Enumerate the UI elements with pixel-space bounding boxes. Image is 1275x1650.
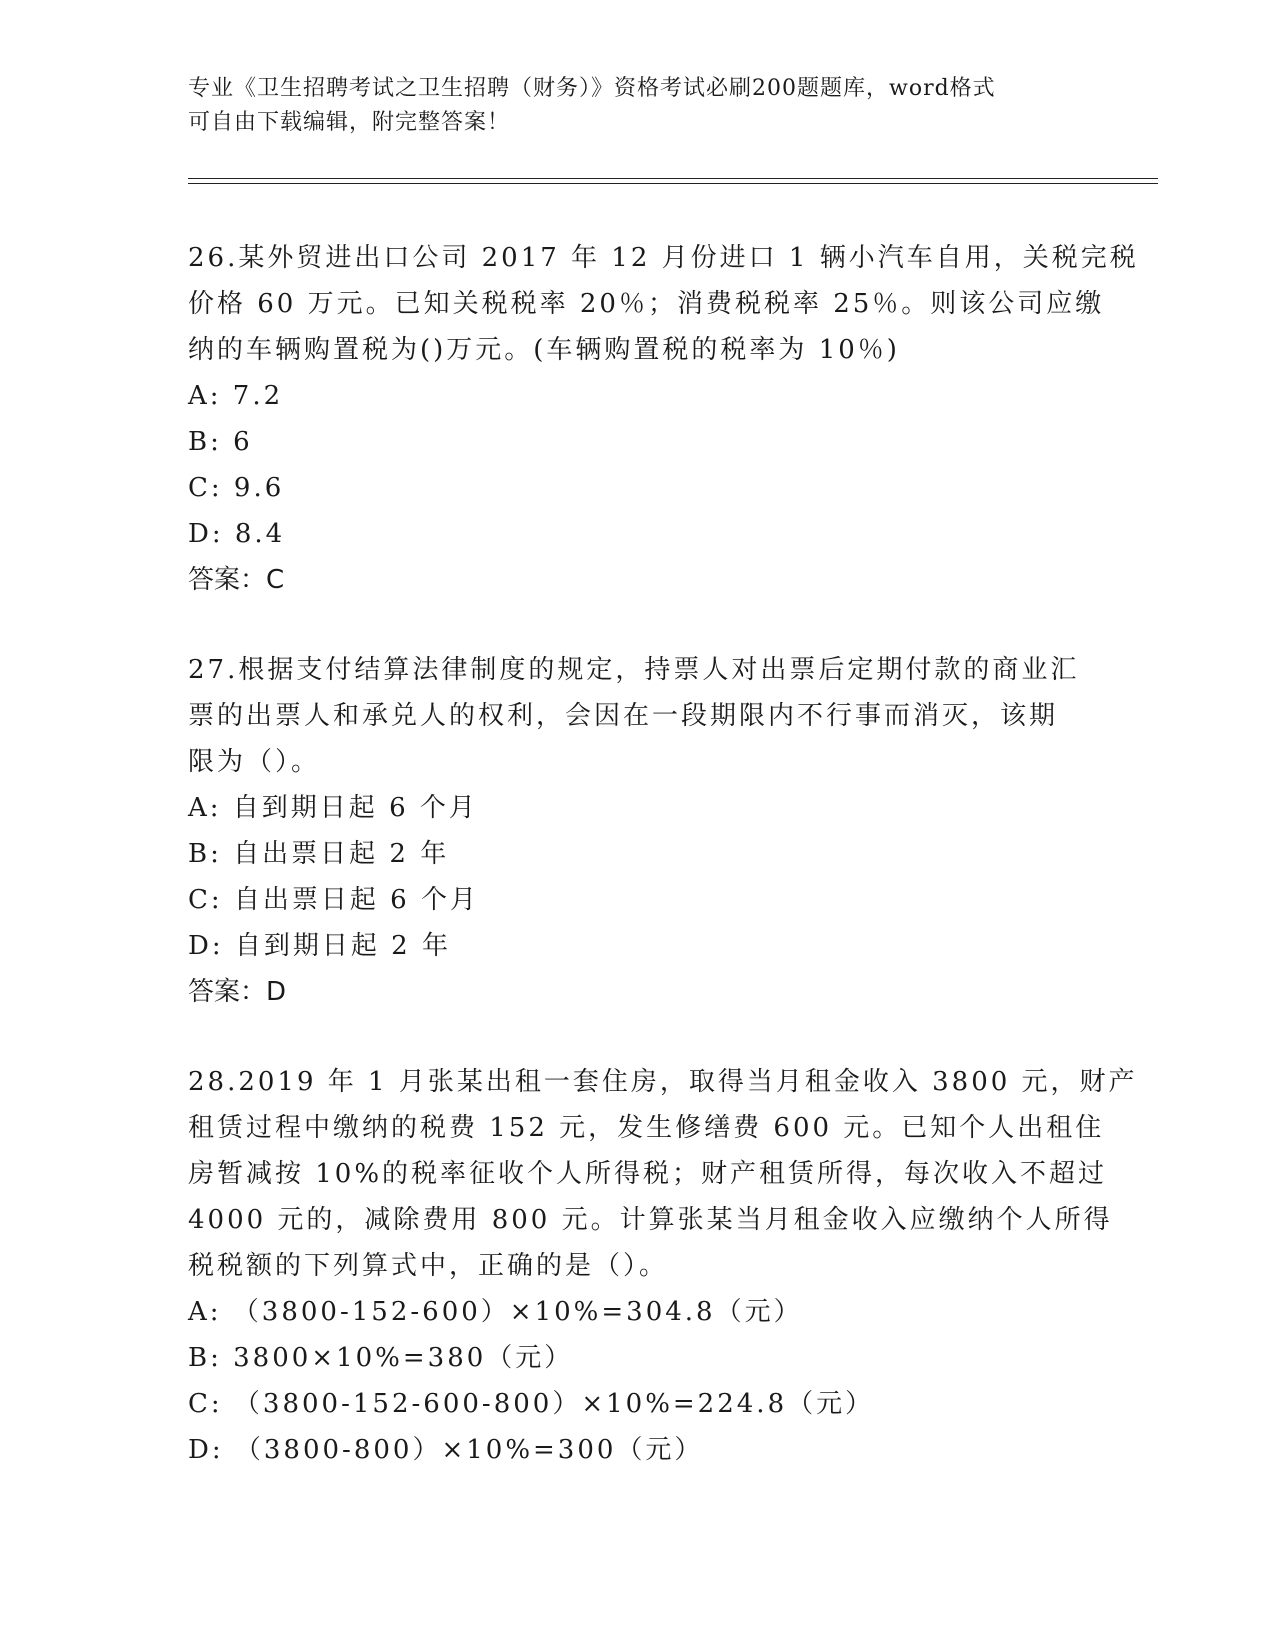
answer-label: 答案：C [188, 565, 285, 595]
answer-label: 答案：D [188, 977, 287, 1007]
question-stem-line: 纳的车辆购置税为()万元。(车辆购置税的税率为 10％) [188, 335, 900, 365]
option-c: C: （3800-152-600-800）×10%=224.8（元） [188, 1389, 875, 1419]
question-26 [188, 235, 1139, 603]
document-header [188, 72, 1068, 140]
question-stem-line: 税税额的下列算式中，正确的是（）。 [188, 1251, 669, 1281]
option-d: D: 自到期日起 2 年 [188, 931, 451, 961]
header-title-line-1: 专业《卫生招聘考试之卫生招聘（财务）》资格考试必刷200题题库，word格式 [188, 76, 996, 101]
question-27 [188, 647, 1088, 1015]
question-stem-line: 房暂减按 10%的税率征收个人所得税；财产租赁所得，每次收入不超过 [188, 1159, 1108, 1189]
question-stem-line: 租赁过程中缴纳的税费 152 元，发生修缮费 600 元。已知个人出租住 [188, 1113, 1105, 1143]
option-b: B: 自出票日起 2 年 [188, 839, 450, 869]
question-stem-line: 4000 元的，减除费用 800 元。计算张某当月租金收入应缴纳个人所得 [188, 1205, 1113, 1235]
question-stem-line: 限为（）。 [188, 747, 321, 777]
option-c: C: 自出票日起 6 个月 [188, 885, 479, 915]
option-d: D: 8.4 [188, 519, 286, 549]
question-stem-line: 票的出票人和承兑人的权利，会因在一段期限内不行事而消灭，该期 [188, 701, 1059, 731]
question-stem-line: 26.某外贸进出口公司 2017 年 12 月份进口 1 辆小汽车自用，关税完税 [188, 243, 1139, 273]
option-a: A: 自到期日起 6 个月 [188, 793, 478, 823]
question-28 [188, 1059, 1138, 1473]
option-b: B: 6 [188, 427, 253, 457]
question-stem-line: 27.根据支付结算法律制度的规定，持票人对出票后定期付款的商业汇 [188, 655, 1080, 685]
header-title-line-2: 可自由下载编辑，附完整答案！ [188, 110, 511, 135]
option-c: C: 9.6 [188, 473, 285, 503]
option-d: D: （3800-800）×10%=300（元） [188, 1435, 704, 1465]
option-b: B: 3800×10%=380（元） [188, 1343, 574, 1373]
header-divider-bottom [188, 183, 1158, 184]
header-divider-top [188, 178, 1158, 179]
option-a: A: （3800-152-600）×10%=304.8（元） [188, 1297, 803, 1327]
question-stem-line: 28.2019 年 1 月张某出租一套住房，取得当月租金收入 3800 元，财产 [188, 1067, 1138, 1097]
option-a: A: 7.2 [188, 381, 284, 411]
question-stem-line: 价格 60 万元。已知关税税率 20％；消费税税率 25％。则该公司应缴 [188, 289, 1105, 319]
